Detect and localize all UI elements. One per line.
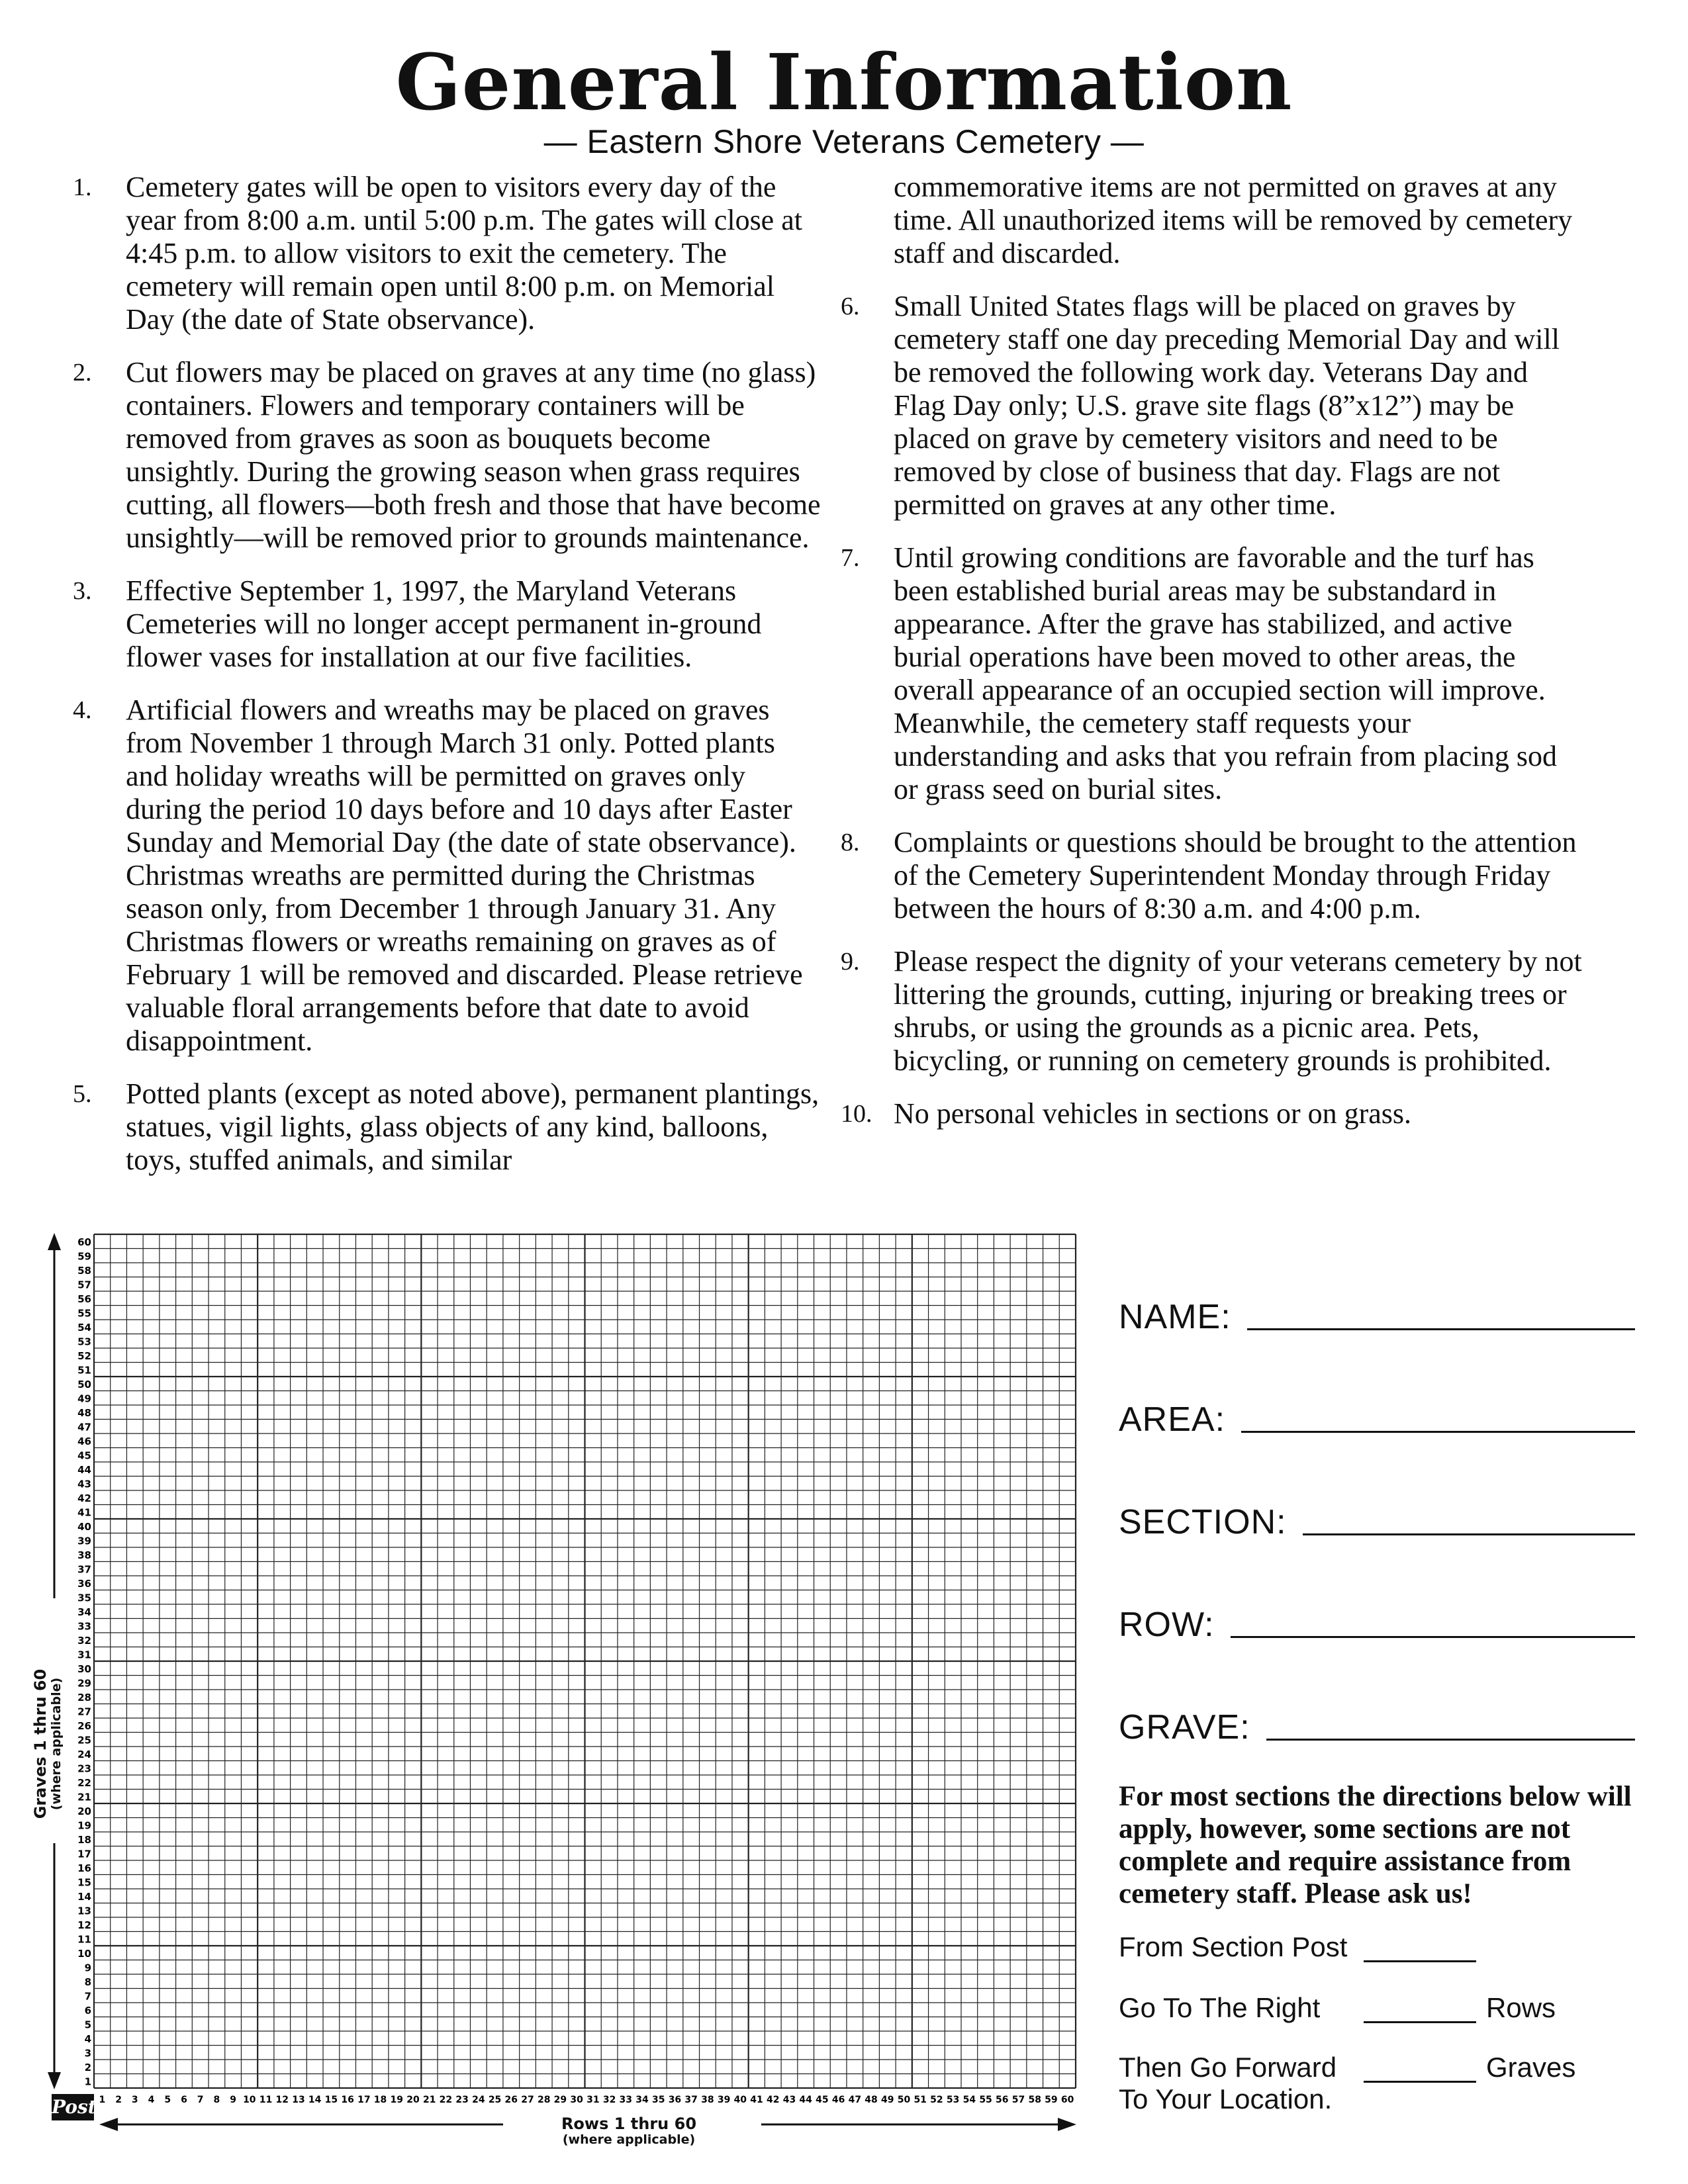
grave-number-label: 26	[77, 1719, 91, 1732]
area-blank-line[interactable]	[1241, 1431, 1635, 1433]
row-number-label: 34	[635, 2095, 649, 2105]
name-blank-line[interactable]	[1247, 1328, 1635, 1330]
grave-number-label: 24	[77, 1748, 91, 1760]
row-number-label: 22	[439, 2095, 453, 2105]
row-number-label: 5	[164, 2095, 171, 2105]
grave-number-label: 20	[77, 1805, 91, 1817]
grave-number-label: 27	[77, 1706, 91, 1718]
grave-number-label: 53	[77, 1336, 91, 1348]
grave-number-label: 58	[77, 1264, 91, 1277]
row-number-label: 32	[602, 2095, 616, 2105]
row-label: ROW:	[1119, 1606, 1215, 1644]
row-number-label: 56	[996, 2095, 1009, 2105]
row-number-label: 16	[341, 2095, 354, 2105]
rule-text: Artificial flowers and wreaths may be placed on graves from November 1 through March 31 only. Potted plants and holiday wreaths will be permitted on graves only during the period 10 days before and 10 days after Easter Sunday and Memorial Day (the date of state observance). Christmas wreaths are permitted during the Christmas season only, from December 1 through January 31. Any Christmas flowers or wreaths remaining on graves as of February 1 will be removed and discarded. Please retrieve valuable floral arrangements before that date to avoid disappointment.	[126, 694, 803, 1057]
row-number-label: 50	[897, 2095, 911, 2105]
grave-number-label: 29	[77, 1677, 91, 1690]
grave-number-label: 51	[77, 1364, 91, 1377]
grave-number-label: 6	[84, 2004, 91, 2017]
row-number-label: 39	[717, 2095, 731, 2105]
row-number-label: 12	[275, 2095, 289, 2105]
rule-number: 8.	[841, 829, 860, 856]
row-number-label: 19	[390, 2095, 404, 2105]
grave-number-label: 10	[77, 1947, 91, 1960]
rule-item	[73, 171, 821, 336]
grave-number-label: 18	[77, 1833, 91, 1846]
rule-item	[841, 541, 1582, 806]
row-number-label: 4	[148, 2095, 155, 2105]
row-number-label: 46	[831, 2095, 845, 2105]
grave-number-label: 34	[77, 1606, 91, 1618]
direction-label: From Section Post	[1119, 1931, 1348, 1962]
grave-number-label: 5	[84, 2019, 91, 2031]
rule-item	[73, 1077, 821, 1177]
row-number-label: 9	[230, 2095, 236, 2105]
grave-number-label: 22	[77, 1776, 91, 1789]
grave-number-label: 43	[77, 1478, 91, 1490]
row-number-label: 10	[243, 2095, 256, 2105]
grave-number-label: 60	[77, 1236, 91, 1248]
row-field[interactable]	[1119, 1598, 1635, 1645]
row-number-label: 55	[979, 2095, 992, 2105]
grave-number-label: 25	[77, 1734, 91, 1747]
row-number-label: 40	[733, 2095, 747, 2105]
direction-blank-line[interactable]	[1364, 2081, 1476, 2083]
rule-item	[841, 290, 1582, 522]
grave-number-label: 54	[77, 1321, 91, 1334]
row-number-label: 11	[259, 2095, 273, 2105]
rule-item	[73, 694, 821, 1058]
grid-drawing	[0, 1228, 1092, 2184]
rule-text: Potted plants (except as noted above), permanent plantings, statues, vigil lights, glass objects of any kind, balloons, toys, stuffed animals, and similar	[126, 1077, 820, 1176]
grave-number-label: 2	[84, 2061, 91, 2073]
row-number-label: 30	[570, 2095, 583, 2105]
row-number-label: 42	[766, 2095, 780, 2105]
post-label: Post	[52, 2094, 94, 2120]
page-title: General Information	[395, 38, 1293, 128]
row-number-label: 53	[946, 2095, 960, 2105]
grave-number-label: 16	[77, 1862, 91, 1874]
grave-number-label: 55	[77, 1307, 91, 1320]
location-form	[1119, 1291, 1635, 1803]
row-number-label: 57	[1011, 2095, 1025, 2105]
row-number-label: 31	[586, 2095, 600, 2105]
rule-text: Cemetery gates will be open to visitors every day of the year from 8:00 a.m. until 5:00 p.m. The gates will close at 4:45 p.m. to allow visitors to exit the cemetery. The cemetery will remain open until 8:00 p.m. on Memorial Day (the date of State observance).	[126, 171, 802, 336]
grave-number-label: 36	[77, 1577, 91, 1590]
row-number-label: 51	[914, 2095, 927, 2105]
name-label: NAME:	[1119, 1298, 1231, 1336]
rule-number: 4.	[73, 696, 92, 724]
rule-text: Small United States flags will be placed on graves by cemetery staff one day preceding Memorial Day and will be removed the following work day. Veterans Day and Flag Day only; U.S. grave site flags (8”x12”) may be placed on grave by cemetery visitors and need to be removed by close of business that day. Flags are not permitted on graves at any other time.	[894, 290, 1560, 521]
grave-number-label: 31	[77, 1649, 91, 1661]
rule-item	[841, 826, 1582, 925]
rule-text: Effective September 1, 1997, the Maryland Veterans Cemeteries will no longer accept permanent in-ground flower vases for installation at our five facilities.	[126, 574, 762, 673]
down-arrow-icon	[48, 2072, 61, 2089]
row-number-label: 17	[357, 2095, 371, 2105]
grave-number-label: 48	[77, 1406, 91, 1419]
grave-number-label: 57	[77, 1279, 91, 1291]
direction-label: Go To The Right	[1119, 1992, 1321, 2023]
direction-unit: Graves	[1486, 2052, 1576, 2083]
area-label: AREA:	[1119, 1400, 1226, 1439]
row-number-label: 24	[472, 2095, 485, 2105]
grave-number-label: 39	[77, 1535, 91, 1547]
graves-axis-label	[32, 1638, 78, 1850]
direction-blank-line[interactable]	[1364, 2021, 1476, 2023]
row-number-label: 6	[181, 2095, 187, 2105]
graves-axis-subtitle: (where applicable)	[49, 1677, 64, 1811]
row-number-label: 45	[816, 2095, 829, 2105]
rule-number: 9.	[841, 948, 860, 976]
rule-text: Cut flowers may be placed on graves at any time (no glass) containers. Flowers and temporary containers will be removed from graves as soon as bouquets become unsightly. During the growing season when grass requires cutting, all flowers—both fresh and those that have become unsightly—will be removed prior to grounds maintenance.	[126, 356, 821, 554]
rule-number: 6.	[841, 293, 860, 320]
grave-number-label: 23	[77, 1762, 91, 1775]
row-number-label: 18	[373, 2095, 387, 2105]
grave-number-label: 32	[77, 1634, 91, 1647]
direction-go-right	[1119, 1992, 1648, 2032]
grave-number-label: 11	[77, 1933, 91, 1946]
grave-blank-line[interactable]	[1266, 1739, 1635, 1741]
grave-location-grid	[0, 1228, 1092, 2184]
grave-number-label: 35	[77, 1592, 91, 1604]
rules-right-column	[841, 171, 1582, 1150]
grave-number-label: 3	[84, 2047, 91, 2060]
grave-number-label: 41	[77, 1506, 91, 1519]
row-number-label: 36	[668, 2095, 682, 2105]
section-blank-line[interactable]	[1303, 1533, 1635, 1535]
grave-number-label: 17	[77, 1848, 91, 1860]
rule-item	[73, 356, 821, 555]
row-blank-line[interactable]	[1231, 1636, 1635, 1638]
row-number-label: 37	[684, 2095, 698, 2105]
page-subtitle: — Eastern Shore Veterans Cemetery —	[543, 123, 1145, 160]
row-number-label: 49	[881, 2095, 894, 2105]
rule-number: 7.	[841, 544, 860, 572]
row-number-label: 43	[782, 2095, 796, 2105]
grave-number-label: 7	[84, 1990, 91, 2003]
row-number-label: 20	[406, 2095, 420, 2105]
graves-axis-title: Graves 1 thru 60	[31, 1668, 50, 1819]
rule-text: Please respect the dignity of your veterans cemetery by not littering the grounds, cutting, injuring or breaking trees or shrubs, or using the grounds as a picnic area. Pets, bicycling, or running on cemetery grounds is prohibited.	[894, 945, 1582, 1077]
row-number-label: 41	[750, 2095, 763, 2105]
grave-number-label: 13	[77, 1905, 91, 1917]
row-number-label: 59	[1045, 2095, 1058, 2105]
rows-axis-subtitle: (where applicable)	[562, 2132, 696, 2147]
grave-number-label: 52	[77, 1349, 91, 1362]
rule-5-continued: commemorative items are not permitted on graves at any time. All unauthorized items will be removed by cemetery staff and discarded.	[894, 171, 1573, 269]
row-number-label: 2	[115, 2095, 122, 2105]
left-arrow-icon	[99, 2118, 118, 2131]
grave-number-label: 47	[77, 1421, 91, 1433]
rule-item	[841, 945, 1582, 1077]
grave-number-label: 1	[84, 2075, 91, 2088]
grave-number-label: 38	[77, 1549, 91, 1561]
grave-number-label: 59	[77, 1250, 91, 1263]
direction-label: Then Go Forward To Your Location.	[1119, 2052, 1337, 2115]
rule-item	[841, 1097, 1582, 1130]
rule-number: 3.	[73, 577, 92, 605]
row-number-label: 60	[1060, 2095, 1074, 2105]
row-number-label: 15	[324, 2095, 338, 2105]
rows-axis-label	[463, 2115, 794, 2147]
section-label: SECTION:	[1119, 1503, 1287, 1541]
row-number-label: 21	[422, 2095, 436, 2105]
grave-number-label: 45	[77, 1449, 91, 1462]
directions-note: For most sections the directions below will apply, however, some sections are not complete and require assistance from cemetery staff. Please ask us!	[1119, 1781, 1632, 1909]
name-field[interactable]	[1119, 1291, 1635, 1337]
rule-number: 1.	[73, 173, 92, 201]
row-number-label: 44	[799, 2095, 812, 2105]
grave-number-label: 9	[84, 1962, 91, 1974]
row-number-label: 25	[488, 2095, 502, 2105]
grave-number-label: 19	[77, 1819, 91, 1832]
row-number-label: 27	[521, 2095, 534, 2105]
grave-number-label: 15	[77, 1876, 91, 1889]
up-arrow-icon	[48, 1233, 61, 1250]
direction-go-forward	[1119, 2052, 1648, 2124]
row-number-label: 13	[292, 2095, 305, 2105]
grave-number-label: 30	[77, 1662, 91, 1675]
rule-text: No personal vehicles in sections or on grass.	[894, 1097, 1412, 1130]
grave-field[interactable]	[1119, 1701, 1635, 1747]
row-number-label: 48	[865, 2095, 878, 2105]
row-number-label: 3	[131, 2095, 138, 2105]
grave-number-label: 21	[77, 1791, 91, 1803]
row-number-label: 1	[99, 2095, 106, 2105]
row-number-label: 8	[213, 2095, 220, 2105]
rule-text: Until growing conditions are favorable and the turf has been established burial areas may be substandard in appearance. After the grave has stabilized, and active burial operations have been moved to other areas, the overall appearance of an occupied section will improve. Meanwhile, the cemetery staff requests your understanding and asks that you refrain from placing sod or grass seed on burial sites.	[894, 541, 1557, 805]
row-number-label: 29	[553, 2095, 567, 2105]
rule-text: Complaints or questions should be brought to the attention of the Cemetery Superintendent Monday through Friday between the hours of 8:30 a.m. and 4:00 p.m.	[894, 826, 1577, 925]
rows-axis-title: Rows 1 thru 60	[561, 2115, 697, 2133]
rule-number: 2.	[73, 359, 92, 387]
row-number-label: 52	[930, 2095, 943, 2105]
row-number-label: 38	[701, 2095, 714, 2105]
grave-number-label: 46	[77, 1435, 91, 1447]
direction-blank-line[interactable]	[1364, 1960, 1476, 1962]
direction-unit: Rows	[1486, 1992, 1556, 2023]
grave-number-label: 28	[77, 1691, 91, 1704]
grave-number-label: 12	[77, 1919, 91, 1931]
rule-number: 10.	[841, 1100, 872, 1128]
row-number-label: 54	[962, 2095, 976, 2105]
grave-number-label: 14	[77, 1890, 91, 1903]
grave-number-label: 8	[84, 1976, 91, 1988]
row-number-label: 7	[197, 2095, 204, 2105]
row-number-label: 14	[308, 2095, 322, 2105]
grave-number-label: 37	[77, 1563, 91, 1576]
row-number-label: 26	[504, 2095, 518, 2105]
grave-number-label: 44	[77, 1463, 91, 1476]
right-arrow-icon	[1058, 2118, 1076, 2131]
grave-number-label: 50	[77, 1378, 91, 1390]
grave-number-label: 4	[84, 2032, 91, 2045]
grave-number-label: 42	[77, 1492, 91, 1504]
grave-label: GRAVE:	[1119, 1708, 1250, 1747]
row-number-label: 47	[848, 2095, 862, 2105]
row-number-label: 35	[651, 2095, 665, 2105]
grave-number-label: 49	[77, 1392, 91, 1405]
row-number-label: 58	[1028, 2095, 1041, 2105]
row-number-label: 28	[537, 2095, 551, 2105]
row-number-label: 23	[455, 2095, 469, 2105]
section-field[interactable]	[1119, 1496, 1635, 1542]
grave-number-label: 40	[77, 1520, 91, 1533]
grave-number-label: 33	[77, 1620, 91, 1633]
rule-item	[73, 574, 821, 674]
rule-number: 5.	[73, 1080, 92, 1108]
area-field[interactable]	[1119, 1393, 1635, 1439]
direction-from-post	[1119, 1931, 1648, 1971]
grave-number-label: 56	[77, 1293, 91, 1305]
row-number-label: 33	[619, 2095, 633, 2105]
rules-left-column	[73, 171, 821, 1197]
